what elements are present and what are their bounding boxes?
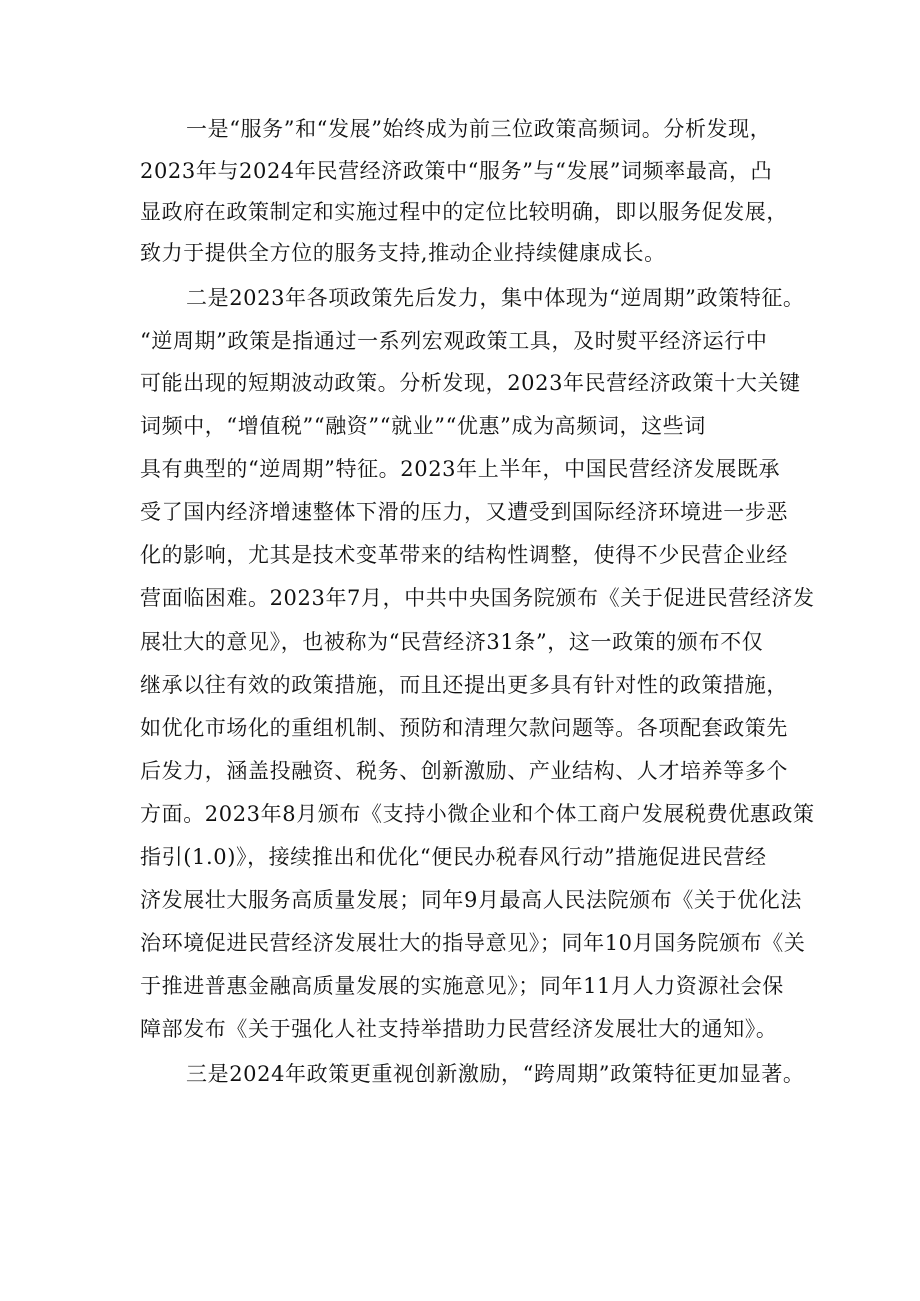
paragraph-2-line-9: 展壮大的意见》，也被称为“民营经济31条”，这一政策的颁布不仅 (140, 630, 764, 654)
paragraph-2-line-7: 化的影响，尤其是技术变革带来的结构性调整，使得不少民营企业经 (140, 543, 788, 567)
paragraph-2-line-16: 治环境促进民营经济发展壮大的指导意见》；同年10月国务院颁布《关 (140, 931, 806, 955)
paragraph-1-line-1: 一是“服务”和“发展”始终成为前三位政策高频词。分析发现， (186, 117, 772, 141)
paragraph-2-line-5: 具有典型的“逆周期”特征。2023年上半年，中国民营经济发展既承 (140, 457, 781, 481)
paragraph-1-line-2: 2023年与2024年民营经济政策中“服务”与“发展”词频率最高，凸 (140, 159, 773, 183)
paragraph-2-line-13: 方面。2023年8月颁布《支持小微企业和个体工商户发展税费优惠政策 (140, 802, 815, 826)
paragraph-1-line-3: 显政府在政策制定和实施过程中的定位比较明确，即以服务促发展， (140, 200, 788, 224)
paragraph-3-line-1: 三是2024年政策更重视创新激励，“跨周期”政策特征更加显著。 (186, 1062, 805, 1086)
paragraph-2-line-14: 指引(1.0)》，接续推出和优化“便民办税春风行动”措施促进民营经 (140, 845, 767, 869)
paragraph-2-line-8: 营面临困难。2023年7月，中共中央国务院颁布《关于促进民营经济发 (140, 586, 815, 610)
paragraph-2-line-2: “逆周期”政策是指通过一系列宏观政策工具，及时熨平经济运行中 (140, 329, 768, 353)
paragraph-2-line-10: 继承以往有效的政策措施，而且还提出更多具有针对性的政策措施， (140, 673, 788, 697)
paragraph-2-line-17: 于推进普惠金融高质量发展的实施意见》；同年11月人力资源社会保 (140, 974, 784, 998)
paragraph-2-line-18: 障部发布《关于强化人社支持举措助力民营经济发展壮大的通知》。 (140, 1017, 778, 1041)
paragraph-2-line-12: 后发力，涵盖投融资、税务、创新激励、产业结构、人才培养等多个 (140, 759, 788, 783)
paragraph-2-line-11: 如优化市场化的重组机制、预防和清理欠款问题等。各项配套政策先 (140, 716, 788, 740)
paragraph-2-line-3: 可能出现的短期波动政策。分析发现，2023年民营经济政策十大关键 (140, 371, 801, 395)
paragraph-2-line-15: 济发展壮大服务高质量发展；同年9月最高人民法院颁布《关于优化法 (140, 888, 802, 912)
paragraph-2-line-1: 二是2023年各项政策先后发力，集中体现为“逆周期”政策特征。 (186, 286, 805, 310)
paragraph-2-line-4: 词频中，“增值税”“融资”“就业”“优惠”成为高频词，这些词 (140, 414, 706, 438)
paragraph-1-line-4: 致力于提供全方位的服务支持,推动企业持续健康成长。 (140, 241, 666, 265)
paragraph-2-line-6: 受了国内经济增速整体下滑的压力，又遭受到国际经济环境进一步恶 (140, 500, 788, 524)
